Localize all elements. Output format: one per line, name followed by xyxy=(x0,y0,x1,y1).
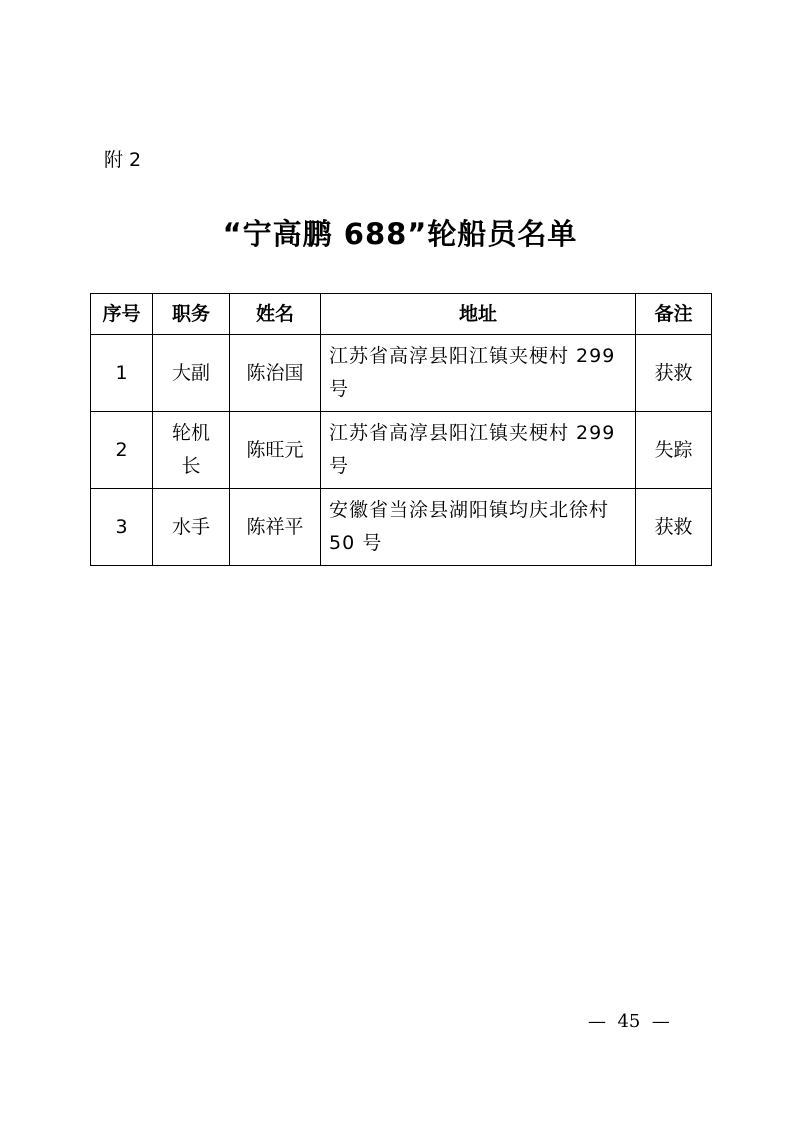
crew-list-table xyxy=(90,293,712,566)
cell-name: 陈旺元 xyxy=(230,412,321,489)
cell-name: 陈治国 xyxy=(230,335,321,412)
cell-address: 江苏省高淳县阳江镇夹梗村 299 号 xyxy=(321,412,636,489)
cell-serial-number: 3 xyxy=(91,489,153,566)
cell-serial-number: 2 xyxy=(91,412,153,489)
table-row xyxy=(91,489,712,566)
attachment-label: 附 2 xyxy=(104,149,142,171)
document-title: “宁高鹏 688”轮船员名单 xyxy=(222,217,578,251)
table-row xyxy=(91,335,712,412)
cell-serial-number: 1 xyxy=(91,335,153,412)
cell-remark: 获救 xyxy=(636,489,712,566)
table-row xyxy=(91,412,712,489)
header-serial-number: 序号 xyxy=(91,294,153,335)
cell-position: 轮机长 xyxy=(153,412,230,489)
table-header-row xyxy=(91,294,712,335)
cell-position: 大副 xyxy=(153,335,230,412)
page-number: — 45 — xyxy=(588,1011,670,1032)
header-address: 地址 xyxy=(321,294,636,335)
cell-address: 安徽省当涂县湖阳镇均庆北徐村 50 号 xyxy=(321,489,636,566)
cell-remark: 获救 xyxy=(636,335,712,412)
cell-position: 水手 xyxy=(153,489,230,566)
header-name: 姓名 xyxy=(230,294,321,335)
header-remark: 备注 xyxy=(636,294,712,335)
cell-name: 陈祥平 xyxy=(230,489,321,566)
cell-address: 江苏省高淳县阳江镇夹梗村 299 号 xyxy=(321,335,636,412)
cell-remark: 失踪 xyxy=(636,412,712,489)
header-position: 职务 xyxy=(153,294,230,335)
